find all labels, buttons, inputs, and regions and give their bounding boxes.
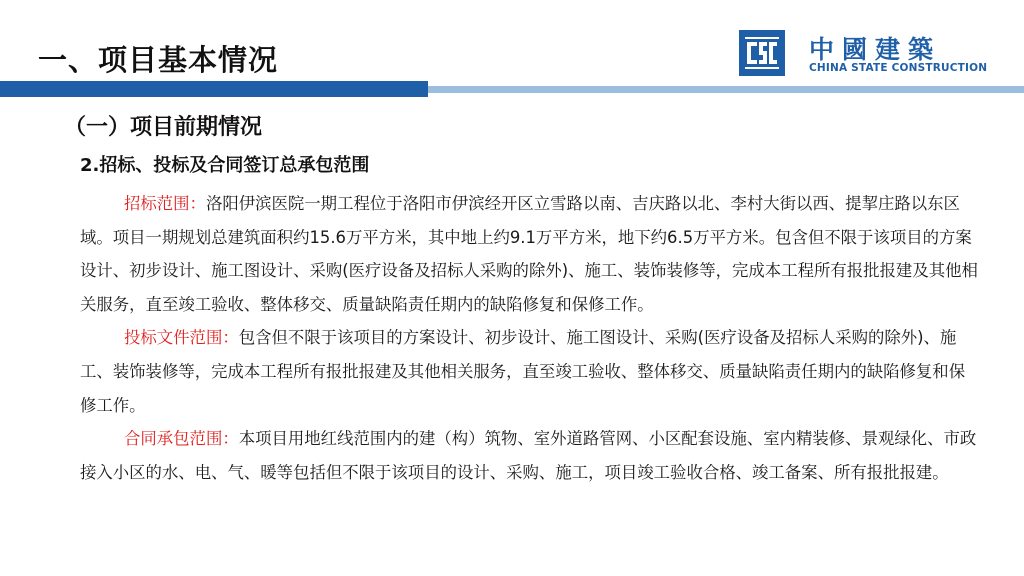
paragraph-text: 洛阳伊滨医院一期工程位于洛阳市伊滨经开区立雪路以南、吉庆路以北、李村大街以西、提挈庄路以东区域。项目一期规划总建筑面积约15.6万平方米，其中地上约9.1万平方米，地下约6.5万平方米。包含但不限于该项目的方案设计、初步设计、施工图设计、采购(医疗设备及招标人采购的除外)、施工、装饰装修等，完成本工程所有报批报建及其他相关服务，直至竣工验收、整体移交、质量缺陷责任期内的缺陷修复和保修工作。 bbox=[80, 194, 978, 314]
title-bar-light bbox=[428, 86, 1024, 93]
title-bar-dark bbox=[0, 81, 428, 97]
paragraph-label: 合同承包范围： bbox=[124, 429, 239, 449]
cscec-logo-mark-icon bbox=[739, 30, 785, 76]
paragraph-text: 本项目用地红线范围内的建（构）筑物、室外道路管网、小区配套设施、室内精装修、景观绿化、市政接入小区的水、电、气、暖等包括但不限于该项目的设计、采购、施工，项目竣工验收合格、竣工备案、所有报批报建。 bbox=[80, 429, 977, 482]
paragraph-label: 招标范围： bbox=[124, 194, 206, 213]
page-title: 一、项目基本情况 bbox=[38, 43, 279, 77]
paragraph-label: 投标文件范围： bbox=[124, 328, 239, 348]
paragraph-contract-scope bbox=[80, 422, 980, 489]
logo-english-name: CHINA STATE CONSTRUCTION bbox=[809, 62, 988, 74]
section-subheading: 2.招标、投标及合同签订总承包范围 bbox=[80, 155, 370, 176]
section-heading: （一）项目前期情况 bbox=[64, 115, 263, 140]
paragraph-text: 包含但不限于该项目的方案设计、初步设计、施工图设计、采购(医疗设备及招标人采购的除外)、施工、装饰装修等，完成本工程所有报批报建及其他相关服务，直至竣工验收、整体移交、质量缺陷责任期内的缺陷修复和保修工作。 bbox=[80, 328, 966, 415]
logo-chinese-name: 中國建築 bbox=[809, 35, 942, 64]
paragraph-tender-scope bbox=[80, 187, 980, 321]
paragraph-bid-scope bbox=[80, 321, 980, 422]
scope-content bbox=[80, 187, 980, 489]
company-logo bbox=[739, 30, 989, 76]
